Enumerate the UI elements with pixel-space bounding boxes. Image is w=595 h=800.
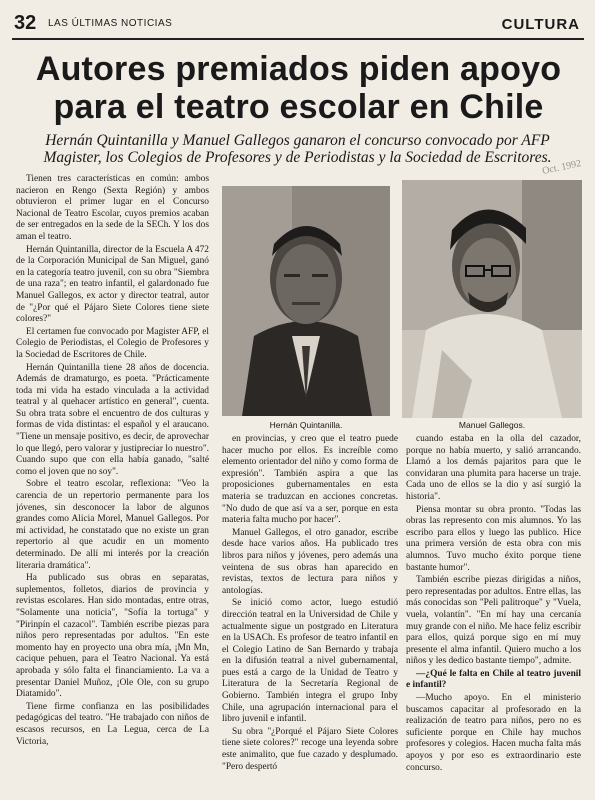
masthead	[12, 12, 584, 40]
portrait-image	[402, 180, 582, 418]
paragraph: en provincias, y creo que el teatro puede hacer mucho por ellos. Es increíble como elemento orientador del niño y como forma de expresión". También aspira a que las proposiciones gubernamentales en esta materia se traduzcan en acciones concretas. "No dudo de que así va a ser, porque en esta materia falta mucho por hacer".	[222, 434, 398, 526]
photo-caption: Manuel Gallegos.	[458, 420, 526, 430]
photo-hernan-quintanilla	[222, 186, 390, 416]
paragraph: —Mucho apoyo. En el ministerio buscamos capacitar al profesorado en la realización de teatro para niños, pero no es suficiente porque en Chile hay muchos profesores y colegios. Hacen mucha falta más apoyos y por eso es extraordinario este concurso.	[406, 693, 581, 773]
paragraph: Piensa montar su obra pronto. "Todas las obras las represento con mis alumnos. Yo las escribo para ellos y luego las publico. Hice una primera versión de esta obra con mis alumnos. Tuvo mucho éxito porque tiene bastante humor".	[406, 504, 581, 573]
paragraph: cuando estaba en la olla del cazador, porque no había muerto, y salió arrancando. Llamó a los demás pajaritos para que le convidaran una plumita para hacerse un traje. Cada uno de ellos se la dio y así surgió la historia".	[406, 434, 581, 502]
paragraph: También escribe piezas dirigidas a niños, pero representadas por adultos. Entre ellas, las más conocidas son "Peli palitroque" y "Vuela, vuela, volantín". "En mí hay una cercanía muy grande con el niño. Me hace feliz escribir para ellos, quizá porque sigo en mí muy presente el alma infantil. Quiero mucho a los niños y les dedico bastante tiempo", admite.	[406, 575, 581, 667]
newspaper-name: LAS ÚLTIMAS NOTICIAS	[48, 18, 173, 29]
paragraph: Hernán Quintanilla tiene 28 años de docencia. Además de dramaturgo, es poeta. "Prácticamente toda mi vida ha estado vinculada a la actividad teatral y al quehacer artístico en general", cuenta. Su obra trata sobre el encuentro de dos culturas y formas de vida distintas: el español y el araucano. "Tiene un mensaje positivo, es decir, de aprovechar lo que llegó, pero valorar y justipreciar lo nuestro". Cuando supo que con ella había ganado, "salté como el joven que no soy".	[16, 362, 209, 477]
handwritten-note: Oct. 1992	[540, 158, 582, 177]
paragraph: Sobre el teatro escolar, reflexiona: "Veo la carencia de un repertorio permanente para los jóvenes, sin desconocer la labor de algunos grandes como Alicia Morel, Manuel Gallegos. Por mi actividad, he constatado que no existe un gran repertorio al que acudir en un momento determinado. De allí mi interés por la creación literaria dramática".	[16, 479, 209, 571]
paragraph: Su obra "¿Porqué el Pájaro Siete Colores tiene siete colores?" recoge una leyenda sobre este animalito, que fue cazado y desplumado. "Pero despertó	[222, 726, 398, 772]
subhead: Hernán Quintanilla y Manuel Gallegos ganaron el concurso convocado por AFP Magister, los Colegios de Profesores y de Periodistas y la Sociedad de Escritores.	[43, 132, 552, 166]
paragraph: Ha publicado sus obras en separatas, suplementos, folletos, diarios de provincia y revistas escolares. Han sido montadas, entre otras, "Solamente una noticia", "Sofía la tortuga" y "Pirinpín el cazacol". También escribe piezas para niños pero representadas por adultos. "En este momento hay en proyecto una obra mía, ¡Mn Mn, cacique pehuen, para el Teatro Nacional. Ya está aprobada y sólo falta el financiamiento. La va a presentar Daniel Muñoz, ¡Ole Ole, con su grupo Diatamido".	[16, 573, 209, 700]
paragraph: Hernán Quintanilla, director de la Escuela A 472 de la Corporación Municipal de San Miguel, ganó en la categoría teatro juvenil, con su obra "Siembra de una raza"; en teatro infantil, el galardonado fue Manuel Gallegos, ex actor y director teatral, autor de "¿Por qué el Pájaro Siete Colores tiene siete colores?"	[16, 244, 209, 325]
section-label: CULTURA	[501, 16, 580, 33]
headline: Autores premiados piden apoyo para el teatro escolar en Chile	[35, 50, 562, 126]
photo-caption: Hernán Quintanilla.	[269, 420, 343, 430]
paragraph: Manuel Gallegos, el otro ganador, escribe desde hace varios años. Ha publicado tres libros para niños y jóvenes, pero además una veintena de sus obras han aparecido en revistas, textos de lectura para niños y antologías.	[222, 527, 398, 596]
paragraph: El certamen fue convocado por Magister AFP, el Colegio de Periodistas, el Colegio de Profesores y la Sociedad de Escritores de Chile.	[16, 326, 209, 360]
portrait-image	[222, 186, 390, 416]
paragraph: Se inició como actor, luego estudió dirección teatral en la Universidad de Chile y actualmente sigue un postgrado en Literatura en la USACh. Es profesor de teatro infantil en el Colegio Latino de San Bernardo y trabaja en la difusión teatral a nivel gubernamental, pues está a cargo de la Unidad de Teatro y Literatura de la Secretaría Regional de Gobierno. También integra el grupo Inby Chile, una agrupación internacional para el libro juvenil e infantil.	[222, 598, 398, 725]
photo-manuel-gallegos	[402, 180, 582, 418]
article-column-1	[16, 174, 209, 788]
article-column-3	[406, 434, 581, 788]
interview-question: —¿Qué le falta en Chile al teatro juvenil e infantil?	[406, 668, 581, 691]
article-column-2	[222, 434, 398, 788]
page-number: 32	[14, 12, 37, 34]
paragraph: Tiene firme confianza en las posibilidades pedagógicas del teatro. "He trabajado con niños de escasos recursos, en La Legua, cerca de La Victoria,	[16, 701, 209, 747]
paragraph: Tienen tres características en común: ambos nacieron en Rengo (Sexta Región) y ambos obtuvieron el primer lugar en el Concurso Nacional de Teatro Escolar, cuyos premios acaban de ser entregados en la sede de la SECh. Y los dos aman el teatro.	[16, 174, 209, 242]
